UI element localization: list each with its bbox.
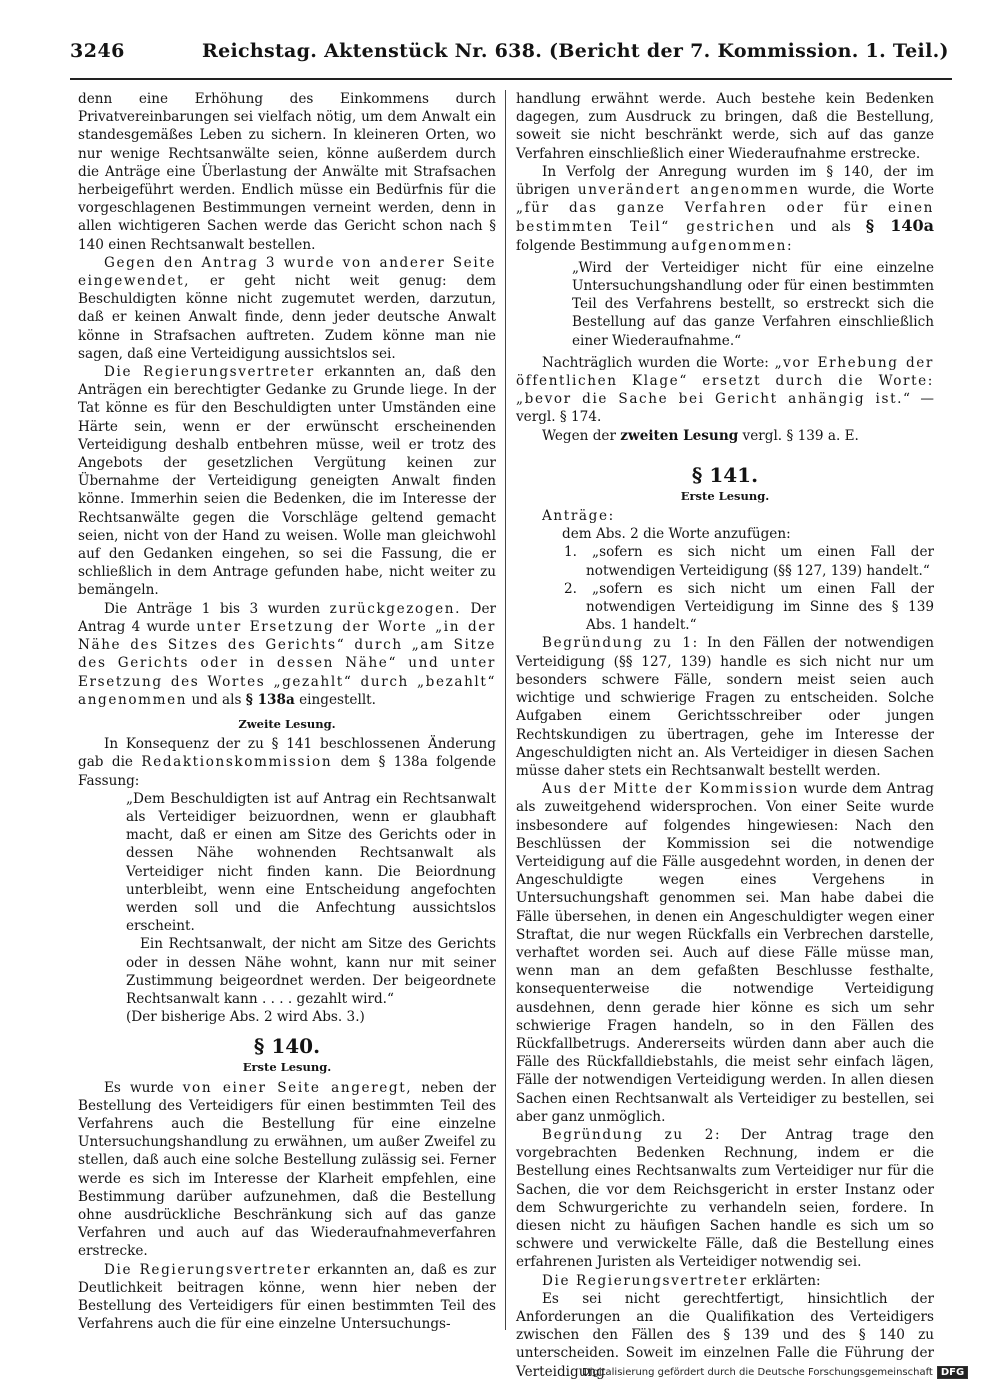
motions-label: Anträge:	[542, 508, 615, 525]
running-title: Reichstag. Aktenstück Nr. 638. (Bericht der 7. Kommission. 1. Teil.)	[202, 40, 949, 62]
paragraph: Begründung zu 2: Der Antrag trage den vorgebrachten Bedenken Rechnung, indem er die Bestellung eines Rechtsanwalts zum Verteidiger nur für die Sachen, die vor dem Reichsgericht in erster Instanz oder dem Schwurgerichte zu verhandeln seien, fordere. In diesen nicht zu häufigen Sachen handle es sich um so schwere und verwickelte Fälle, daß die Bestellung eines erfahrenen Juristen als Verteidiger notwendig sei.	[516, 1126, 934, 1271]
quote-paragraph: Ein Rechtsanwalt, der nicht am Sitze des Gerichts oder in dessen Nähe wohnt, kann nur mit seiner Zustimmung beigeordnet werden. Der beigeordnete Rechtsanwalt kann . . . . gezahlt wird.“	[126, 936, 496, 1007]
paragraph: Die Anträge 1 bis 3 wurden zurückgezogen. Der Antrag 4 wurde unter Ersetzung der Worte „in der Nähe des Sitzes des Gerichts“ durch „am Sitze des Gerichts oder in dessen Nähe“ und unter Ersetzung des Wortes „gezahlt“ durch „bezahlt“ angenommen und als § 138a eingestellt.	[78, 600, 496, 708]
column-divider	[505, 90, 506, 1330]
paragraph: Wegen der zweiten Lesung vergl. § 139 a. E.	[542, 427, 859, 444]
first-reading-heading: Erste Lesung.	[242, 1060, 332, 1075]
paragraph: Die Regierungsvertreter erkannten an, daß es zur Deutlichkeit beitragen könne, wenn hier neben der Bestellung des Verteidigers für einen bestimmten Teil des Verfahrens auch die für eine einzelne Untersuchungs-	[78, 1261, 496, 1333]
credit-text: Digitalisierung gefördert durch die Deutsche Forschungsgemeinschaft	[582, 1367, 933, 1378]
motions-intro: dem Abs. 2 die Worte anzufügen:	[562, 526, 791, 543]
paragraph: Es wurde von einer Seite angeregt, neben der Bestellung des Verteidigers für einen bestimmten Teil des Verfahrens auch die Bestellung für eine einzelne Untersuchungshandlung zu erwähnen, um außer Zweifel zu stellen, daß auch eine solche Bestellung zulässig sei. Ferner werde es sich im Interesse der Klarheit empfehlen, eine Bestimmung darüber aufzunehmen, daß die Bestellung ohne ausdrückliche Beschränkung sich auf das ganze Verfahren und auch auf das Wiederaufnahmeverfahren erstrecke.	[78, 1079, 496, 1260]
quoted-provision	[572, 259, 934, 350]
second-reading-heading: Zweite Lesung.	[238, 716, 336, 731]
paragraph: Nachträglich wurden die Worte: „vor Erhebung der öffentlichen Klage“ ersetzt durch die Worte: „bevor die Sache bei Gericht anhängig ist.“ — vergl. § 174.	[516, 354, 934, 426]
first-reading-heading: Erste Lesung.	[680, 488, 770, 503]
quote-paragraph: „Wird der Verteidiger nicht für eine einzelne Untersuchungshandlung oder für einen bestimmten Teil des Verfahrens bestellt, so erstreckt sich die Bestellung auf das ganze Verfahren einschließlich einer Wiederaufnahme.“	[572, 259, 934, 349]
paragraph: handlung erwähnt werde. Auch bestehe kein Bedenken dagegen, zum Ausdruck zu bringen, daß die Bestellung, soweit sie nicht beschränkt werde, sich auf das ganze Verfahren einschließlich einer Wiederaufnahme erstrecke.	[516, 91, 934, 162]
running-header	[70, 38, 952, 80]
section-heading-141: § 141.	[691, 462, 759, 487]
paragraph: Die Regierungsvertreter erkannten an, daß den Anträgen ein berechtigter Gedanke zu Grunde liege. In der Tat könne es für den Beschuldigten unter Umständen eine Härte sein, wenn er der erwünscht erscheinenden Verteidigung deshalb entbehren müsse, weil er trotz des Angebots der gesetzlichen Vergütung keinen zur Übernahme der Verteidigung geneigten Anwalt finden könne. Immerhin seien die Bedenken, die im Interesse der Rechtsanwälte gegen die Vorschläge geltend gemacht seien, nicht von der Hand zu weisen. Wolle man gleichwohl auf den Gedanken eingehen, so sei die Fassung, die er schließlich in dem Antrage gefunden habe, nicht weiter zu bemängeln.	[78, 364, 496, 599]
digitization-credit	[582, 1366, 968, 1379]
paragraph: Begründung zu 1: In den Fällen der notwendigen Verteidigung (§§ 127, 139) handle es sich nicht nur um besonders schwere Fälle, sondern meist seien auch wichtige und schwierige Fragen zu entscheiden. Solche Aufgaben einem Gerichtsschreiber oder jungen Rechtskundigen zu übertragen, gehe im Interesse der Angeschuldigten nicht an. Als Verteidiger in diesen Sachen müsse daher stets ein Rechtsanwalt bestellt werden.	[516, 635, 935, 779]
paragraph: denn eine Erhöhung des Einkommens durch Privatvereinbarungen sei vielfach nötig, um dem Anwalt ein standesgemäßes Leben zu sichern. In kleineren Orten, wo nur wenige Rechtsanwälte seien, könne außerdem durch die Anträge eine Überlastung der Anwälte mit Strafsachen herbeigeführt werden. Endlich müsse ein Bedürfnis für die vorgeschlagenen Bestimmungen verneint werden, denn in allen wichtigeren Sachen werde das Gericht schon nach § 140 einen Rechtsanwalt bestellen.	[78, 91, 496, 253]
paragraph: Gegen den Antrag 3 wurde von anderer Seite eingewendet, er geht nicht weit genug: dem Beschuldigten könne nicht zugemutet werden, darzutun, daß er keinen Anwalt finde, denn jeder deutsche Anwalt könne in Strafsachen auftreten. Zudem könne man nie sagen, daß eine Verteidigung aussichtslos sei.	[78, 254, 496, 362]
quoted-provision	[126, 790, 496, 1027]
paragraph: Die Regierungsvertreter erklärten:	[542, 1272, 821, 1289]
section-heading-140: § 140.	[253, 1034, 321, 1059]
list-item: 1. „sofern es sich nicht um einen Fall der notwendigen Verteidigung (§§ 127, 139) handelt.“	[564, 544, 934, 579]
quote-paragraph: „Dem Beschuldigten ist auf Antrag ein Rechtsanwalt als Verteidiger beizuordnen, wenn er glaubhaft macht, daß er einen am Sitze des Gerichts oder in dessen Nähe wohnenden Rechtsanwalt als Verteidiger nicht finden kann. Die Beiordnung unterbleibt, wenn eine Entscheidung angefochten werden soll und die Anfechtung aussichtslos erscheint.	[126, 790, 496, 935]
list-item: 2. „sofern es sich nicht um einen Fall der notwendigen Verteidigung im Sinne des § 139 Abs. 1 handelt.“	[564, 580, 934, 634]
paragraph: In Verfolg der Anregung wurden im § 140, der im übrigen unverändert angenommen wurde, die Worte „für das ganze Verfahren oder für einen bestimmten Teil“ gestrichen und als § 140a folgende Bestimmung aufgenommen:	[516, 163, 934, 254]
page-number: 3246	[70, 40, 125, 62]
motions-list	[564, 543, 934, 634]
paragraph: Aus der Mitte der Kommission wurde dem Antrag als zuweitgehend widersprochen. Von einer Seite wurde insbesondere auf folgendes hingewiesen: Nach den Beschlüssen der Kommission sei die notwendige Verteidigung auf die Fälle ausgedehnt worden, in denen der Angeschuldigte wegen eines Vergehens in Untersuchungshaft genommen sei. Man habe dabei die Fälle übersehen, in denen ein Angeschuldigter wegen einer Straftat, die nur wegen Rückfalls ein Verbrechen darstelle, verhaftet worden sei. Auch auf diese Fälle müsse man, wenn man an dem gefaßten Beschlusse festhalte, konsequenterweise die notwendige Verteidigung ausdehnen, denn gerade hier könne es sich um sehr schwierige Fragen handeln, so in den Fällen des Rückfallbetrugs. Andererseits würden dann aber auch die Fälle des Rückfalldiebstahls, die meist sehr einfach lägen, Fälle der notwendigen Verteidigung werden. In allen diesen Sachen einen Rechtsanwalt als Verteidiger zu bestellen, sei aber ganz unmöglich.	[516, 781, 934, 1125]
quote-note: (Der bisherige Abs. 2 wird Abs. 3.)	[126, 1009, 365, 1026]
dfg-logo: DFG	[937, 1366, 968, 1379]
right-column	[516, 90, 934, 1381]
paragraph: In Konsequenz der zu § 141 beschlossenen Änderung gab die Redaktionskommission dem § 138a folgende Fassung:	[78, 736, 496, 789]
paragraph: Es sei nicht gerechtfertigt, hinsichtlich der Anforderungen an die Qualifikation des Verteidigers zwischen den Fällen des § 139 und des § 140 zu unterscheiden. Soweit im einzelnen Falle die Führung der Verteidigung	[516, 1290, 934, 1380]
left-column	[78, 90, 496, 1333]
